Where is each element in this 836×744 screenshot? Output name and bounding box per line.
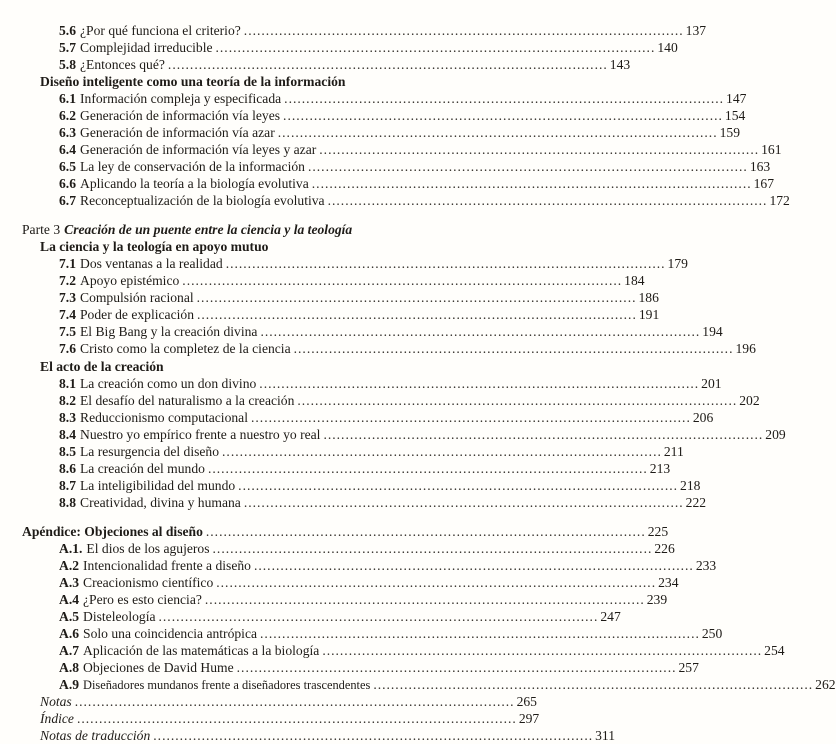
entry-page: 211 [663,444,684,459]
entry-number: 6.6 [59,176,76,191]
entry-title: La creación como un don divino [80,376,257,391]
entry-number: 8.6 [59,461,76,476]
end-matter-title: Notas [40,694,72,709]
dot-leader: .................................................................................................... [283,108,723,123]
entry-title: El dios de los agujeros [86,541,210,556]
entry-number: 6.2 [59,108,76,123]
dot-leader: .................................................................................................... [205,524,646,539]
entry-title: Generación de información vía leyes y azar [80,142,317,157]
entry-page: 213 [649,461,671,476]
section-heading: El acto de la creación [40,359,164,374]
dot-leader: .................................................................................................... [74,694,515,709]
entry-number: 5.7 [59,40,76,55]
entry-page: 250 [701,626,723,641]
toc-entry [0,306,660,323]
section-heading: La ciencia y la teología en apoyo mutuo [40,239,269,254]
entry-title: El Big Bang y la creación divina [80,324,258,339]
entry-title: La ley de conservación de la información [80,159,305,174]
entry-page: 209 [765,427,786,442]
entry-number: 7.2 [59,273,76,288]
toc-entry [0,608,621,625]
dot-leader: .................................................................................................... [243,23,684,38]
entry-page: 239 [646,592,668,607]
section-heading: Diseño inteligente como una teoría de la información [40,74,346,89]
entry-number: 8.5 [59,444,76,459]
entry-title: Intencionalidad frente a diseño [83,558,251,573]
entry-number: A.9 [59,677,80,692]
entry-page: 202 [739,393,760,408]
entry-page: 137 [685,23,707,38]
entry-page: 297 [518,711,540,726]
entry-title: Creatividad, divina y humana [80,495,241,510]
toc-entry [0,409,714,426]
entry-page: 191 [638,307,660,322]
entry-number: 5.6 [59,23,76,38]
entry-number: A.5 [59,609,80,624]
entry-title: Compulsión racional [80,290,194,305]
entry-title: La resurgencia del diseño [80,444,220,459]
entry-page: 163 [749,159,771,174]
entry-title: Complejidad irreducible [80,40,213,55]
entry-title: Apoyo epistémico [80,273,180,288]
dot-leader: .................................................................................................... [307,159,748,174]
entry-page: 167 [753,176,774,191]
dot-leader: .................................................................................................... [216,575,657,590]
entry-number: 7.3 [59,290,76,305]
end-matter-title: Índice [40,711,74,726]
toc-entry [0,540,675,557]
dot-leader: .................................................................................................... [277,125,718,140]
entry-number: 7.6 [59,341,76,356]
entry-page: 140 [657,40,678,55]
toc-entry [0,443,684,460]
end-matter-title: Notas de traducción [40,728,151,743]
entry-title: La inteligibilidad del mundo [80,478,236,493]
dot-leader: .................................................................................................... [322,643,763,658]
dot-leader: .................................................................................................... [222,444,662,459]
entry-title: Creacionismo científico [83,575,214,590]
appendix-title: Apéndice: Objeciones al diseño [22,524,203,539]
entry-title: Aplicación de las matemáticas a la biología [83,643,320,658]
entry-title: Información compleja y especificada [80,91,282,106]
dot-leader: .................................................................................................... [260,324,701,339]
entry-title: Reduccionismo computacional [80,410,248,425]
entry-page: 194 [702,324,723,339]
entry-title: ¿Pero es esto ciencia? [83,592,202,607]
entry-page: 186 [638,290,659,305]
dot-leader: .................................................................................................... [207,461,648,476]
appendix-heading [0,523,669,540]
entry-page: 184 [624,273,645,288]
dot-leader: .................................................................................................... [293,341,734,356]
dot-leader: .................................................................................................... [297,393,738,408]
entry-number: A.7 [59,643,80,658]
toc-entry [0,676,836,693]
toc-entry [0,272,645,289]
dot-leader: .................................................................................................... [167,57,608,72]
dot-leader: .................................................................................................... [197,307,637,322]
entry-page: 311 [595,728,615,743]
toc-entry [0,591,668,608]
toc-entry [0,477,701,494]
dot-leader: .................................................................................................... [260,626,700,641]
entry-page: 257 [678,660,699,675]
entry-number: A.6 [59,626,80,641]
entry-title: Dos ventanas a la realidad [80,256,223,271]
toc-entry [0,175,774,192]
dot-leader: .................................................................................................... [153,728,594,743]
entry-number: A.2 [59,558,80,573]
entry-title: Solo una coincidencia antrópica [83,626,258,641]
toc-entry [0,107,746,124]
dot-leader: .................................................................................................... [225,256,666,271]
toc-entry [0,642,785,659]
entry-title: Generación de información vía azar [80,125,275,140]
dot-leader: .................................................................................................... [311,176,752,191]
dot-leader: .................................................................................................... [284,91,725,106]
dot-leader: .................................................................................................... [373,677,814,692]
entry-title: Cristo como la completez de la ciencia [80,341,291,356]
entry-number: 6.4 [59,142,76,157]
toc-entry [0,192,790,209]
dot-leader: .................................................................................................... [259,376,700,391]
dot-leader: .................................................................................................... [327,193,768,208]
entry-number: 6.5 [59,159,76,174]
entry-number: 7.4 [59,307,76,322]
entry-page: 218 [680,478,701,493]
entry-number: 7.1 [59,256,76,271]
toc-entry [0,426,786,443]
dot-leader: .................................................................................................... [196,290,637,305]
entry-page: 247 [600,609,621,624]
dot-leader: .................................................................................................... [182,273,623,288]
entry-number: A.1. [59,541,83,556]
entry-title: Diseñadores mundanos frente a diseñadores trascendentes [83,678,371,692]
entry-title: Aplicando la teoría a la biología evolutiva [80,176,309,191]
entry-page: 143 [609,57,631,72]
entry-number: A.8 [59,660,80,675]
toc-entry [0,460,671,477]
toc-entry [0,255,688,272]
entry-title: Disteleología [83,609,156,624]
entry-page: 161 [761,142,782,157]
toc-entry [0,56,631,73]
entry-page: 179 [667,256,688,271]
dot-leader: .................................................................................................... [236,660,677,675]
toc-entry [0,557,717,574]
entry-page: 234 [658,575,679,590]
entry-title: Objeciones de David Hume [83,660,234,675]
entry-title: Reconceptualización de la biología evolutiva [80,193,325,208]
dot-leader: .................................................................................................... [319,142,760,157]
entry-number: 5.8 [59,57,76,72]
toc-entry [0,158,771,175]
entry-title: Generación de información vía leyes [80,108,281,123]
entry-page: 254 [764,643,785,658]
entry-page: 196 [735,341,756,356]
entry-number: 6.7 [59,193,76,208]
entry-title: ¿Por qué funciona el criterio? [80,23,241,38]
entry-number: 8.4 [59,427,76,442]
entry-page: 225 [647,524,669,539]
entry-page: 262 [815,677,836,692]
entry-page: 147 [726,91,747,106]
part-heading [22,221,452,238]
dot-leader: .................................................................................................... [243,495,684,510]
dot-leader: .................................................................................................... [158,609,599,624]
entry-number: 6.1 [59,91,76,106]
entry-page: 233 [695,558,717,573]
dot-leader: .................................................................................................... [204,592,645,607]
dot-leader: .................................................................................................... [215,40,656,55]
entry-title: La creación del mundo [80,461,205,476]
dot-leader: .................................................................................................... [251,410,691,425]
part-label: Parte 3 [22,222,61,237]
toc-entry [0,90,747,107]
entry-page: 265 [516,694,537,709]
toc-entry [0,22,707,39]
entry-page: 226 [654,541,675,556]
entry-page: 201 [701,376,722,391]
toc-entry [0,340,756,357]
entry-title: Poder de explicación [80,307,194,322]
entry-title: ¿Entonces qué? [80,57,165,72]
end-matter-entry [0,693,537,710]
entry-page: 206 [692,410,714,425]
entry-number: A.4 [59,592,80,607]
toc-entry [0,574,679,591]
entry-page: 154 [724,108,746,123]
end-matter-entry [0,727,615,744]
entry-number: 8.2 [59,393,76,408]
entry-number: 7.5 [59,324,76,339]
entry-number: 8.1 [59,376,76,391]
entry-title: El desafío del naturalismo a la creación [80,393,295,408]
toc-entry [0,289,659,306]
dot-leader: .................................................................................................... [238,478,679,493]
part-title: Creación de un puente entre la ciencia y la teología [64,222,353,237]
entry-page: 172 [769,193,790,208]
entry-number: 8.7 [59,478,76,493]
dot-leader: .................................................................................................... [212,541,653,556]
toc-entry [0,39,678,56]
entry-number: 6.3 [59,125,76,140]
dot-leader: .................................................................................................... [76,711,517,726]
toc-entry [0,392,760,409]
entry-number: A.3 [59,575,80,590]
entry-number: 8.8 [59,495,76,510]
toc-entry [0,141,782,158]
end-matter-entry [0,710,540,727]
toc-entry [0,375,722,392]
dot-leader: .................................................................................................... [323,427,764,442]
toc-entry [0,659,699,676]
entry-title: Nuestro yo empírico frente a nuestro yo real [80,427,321,442]
toc-entry [0,494,707,511]
toc-entry [0,625,723,642]
entry-number: 8.3 [59,410,76,425]
toc-entry [0,323,723,340]
dot-leader: .................................................................................................... [253,558,694,573]
toc-entry [0,124,740,141]
entry-page: 159 [719,125,740,140]
entry-page: 222 [685,495,707,510]
